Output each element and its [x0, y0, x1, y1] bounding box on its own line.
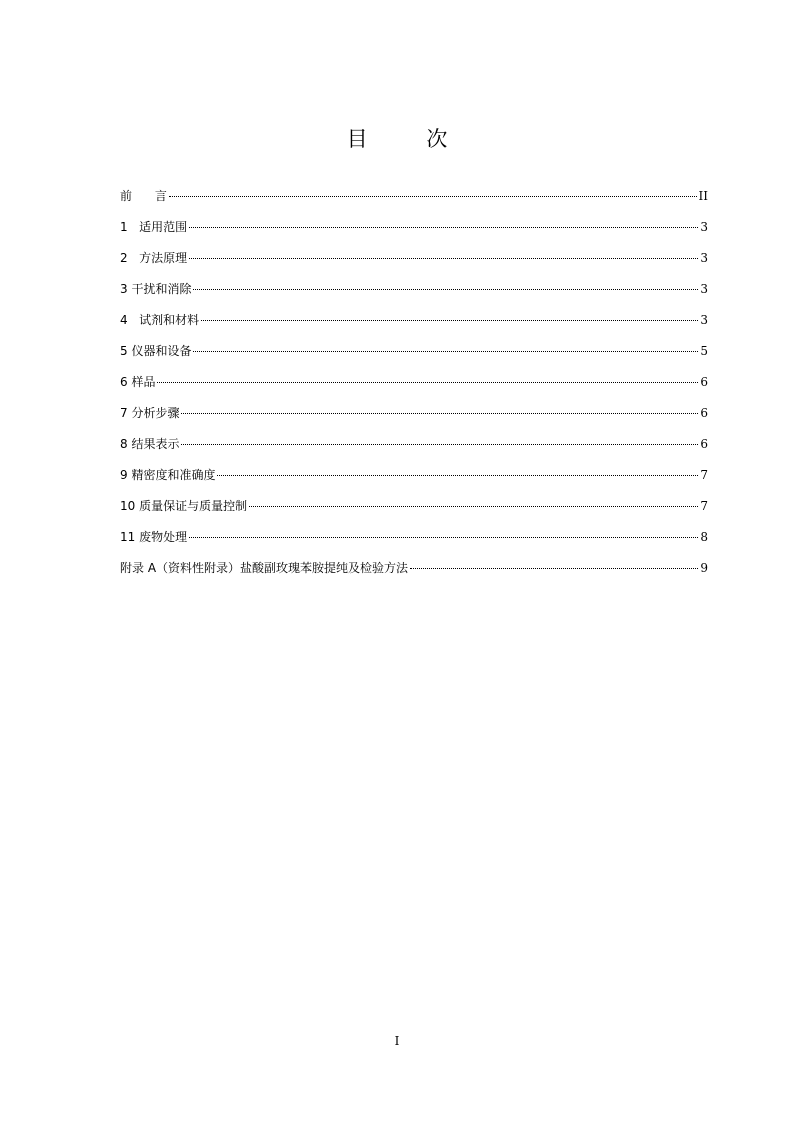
toc-entry-page: 3: [700, 220, 708, 234]
toc-list: [120, 186, 708, 589]
toc-entry-page: 5: [700, 344, 708, 358]
toc-entry-quality[interactable]: [120, 496, 708, 527]
toc-entry-results[interactable]: [120, 434, 708, 465]
toc-entry-page: II: [698, 189, 708, 203]
toc-dot-leader: [193, 289, 698, 290]
toc-entry-label: 前 言: [120, 189, 167, 203]
toc-entry-precision[interactable]: [120, 465, 708, 496]
toc-entry-page: 3: [700, 313, 708, 327]
toc-entry-label: 8 结果表示: [120, 437, 180, 451]
toc-dot-leader: [217, 475, 698, 476]
toc-dot-leader: [189, 258, 698, 259]
toc-entry-page: 7: [700, 468, 708, 482]
toc-entry-apparatus[interactable]: [120, 341, 708, 372]
toc-entry-label: 1 适用范围: [120, 220, 188, 234]
toc-dot-leader: [157, 382, 698, 383]
toc-entry-label: 10 质量保证与质量控制: [120, 499, 248, 513]
toc-entry-label: 6 样品: [120, 375, 156, 389]
toc-dot-leader: [410, 568, 698, 569]
toc-entry-label: 2 方法原理: [120, 251, 188, 265]
toc-entry-foreword[interactable]: [120, 186, 708, 217]
toc-dot-leader: [181, 413, 698, 414]
toc-dot-leader: [201, 320, 698, 321]
toc-dot-leader: [193, 351, 698, 352]
toc-entry-label: 7 分析步骤: [120, 406, 180, 420]
toc-entry-page: 6: [700, 437, 708, 451]
toc-entry-reagents[interactable]: [120, 310, 708, 341]
toc-entry-samples[interactable]: [120, 372, 708, 403]
toc-entry-page: 7: [700, 499, 708, 513]
toc-entry-page: 3: [700, 282, 708, 296]
toc-dot-leader: [181, 444, 698, 445]
toc-entry-page: 9: [700, 561, 708, 575]
page-number: I: [394, 1034, 400, 1048]
toc-entry-label: 4 试剂和材料: [120, 313, 200, 327]
toc-entry-label: 附录 A（资料性附录）盐酸副玫瑰苯胺提纯及检验方法: [120, 561, 409, 575]
toc-title: 目 次: [346, 127, 474, 151]
toc-entry-label: 11 废物处理: [120, 530, 188, 544]
toc-entry-appendix-a[interactable]: [120, 558, 708, 589]
toc-dot-leader: [189, 227, 698, 228]
toc-entry-interference[interactable]: [120, 279, 708, 310]
toc-dot-leader: [189, 537, 698, 538]
toc-entry-principle[interactable]: [120, 248, 708, 279]
toc-entry-label: 9 精密度和准确度: [120, 468, 216, 482]
toc-entry-label: 5 仪器和设备: [120, 344, 192, 358]
toc-entry-label: 3 干扰和消除: [120, 282, 192, 296]
toc-entry-waste[interactable]: [120, 527, 708, 558]
toc-entry-procedure[interactable]: [120, 403, 708, 434]
toc-entry-page: 6: [700, 406, 708, 420]
toc-dot-leader: [169, 196, 697, 197]
toc-dot-leader: [249, 506, 698, 507]
toc-entry-page: 3: [700, 251, 708, 265]
toc-entry-page: 6: [700, 375, 708, 389]
toc-entry-scope[interactable]: [120, 217, 708, 248]
toc-entry-page: 8: [700, 530, 708, 544]
